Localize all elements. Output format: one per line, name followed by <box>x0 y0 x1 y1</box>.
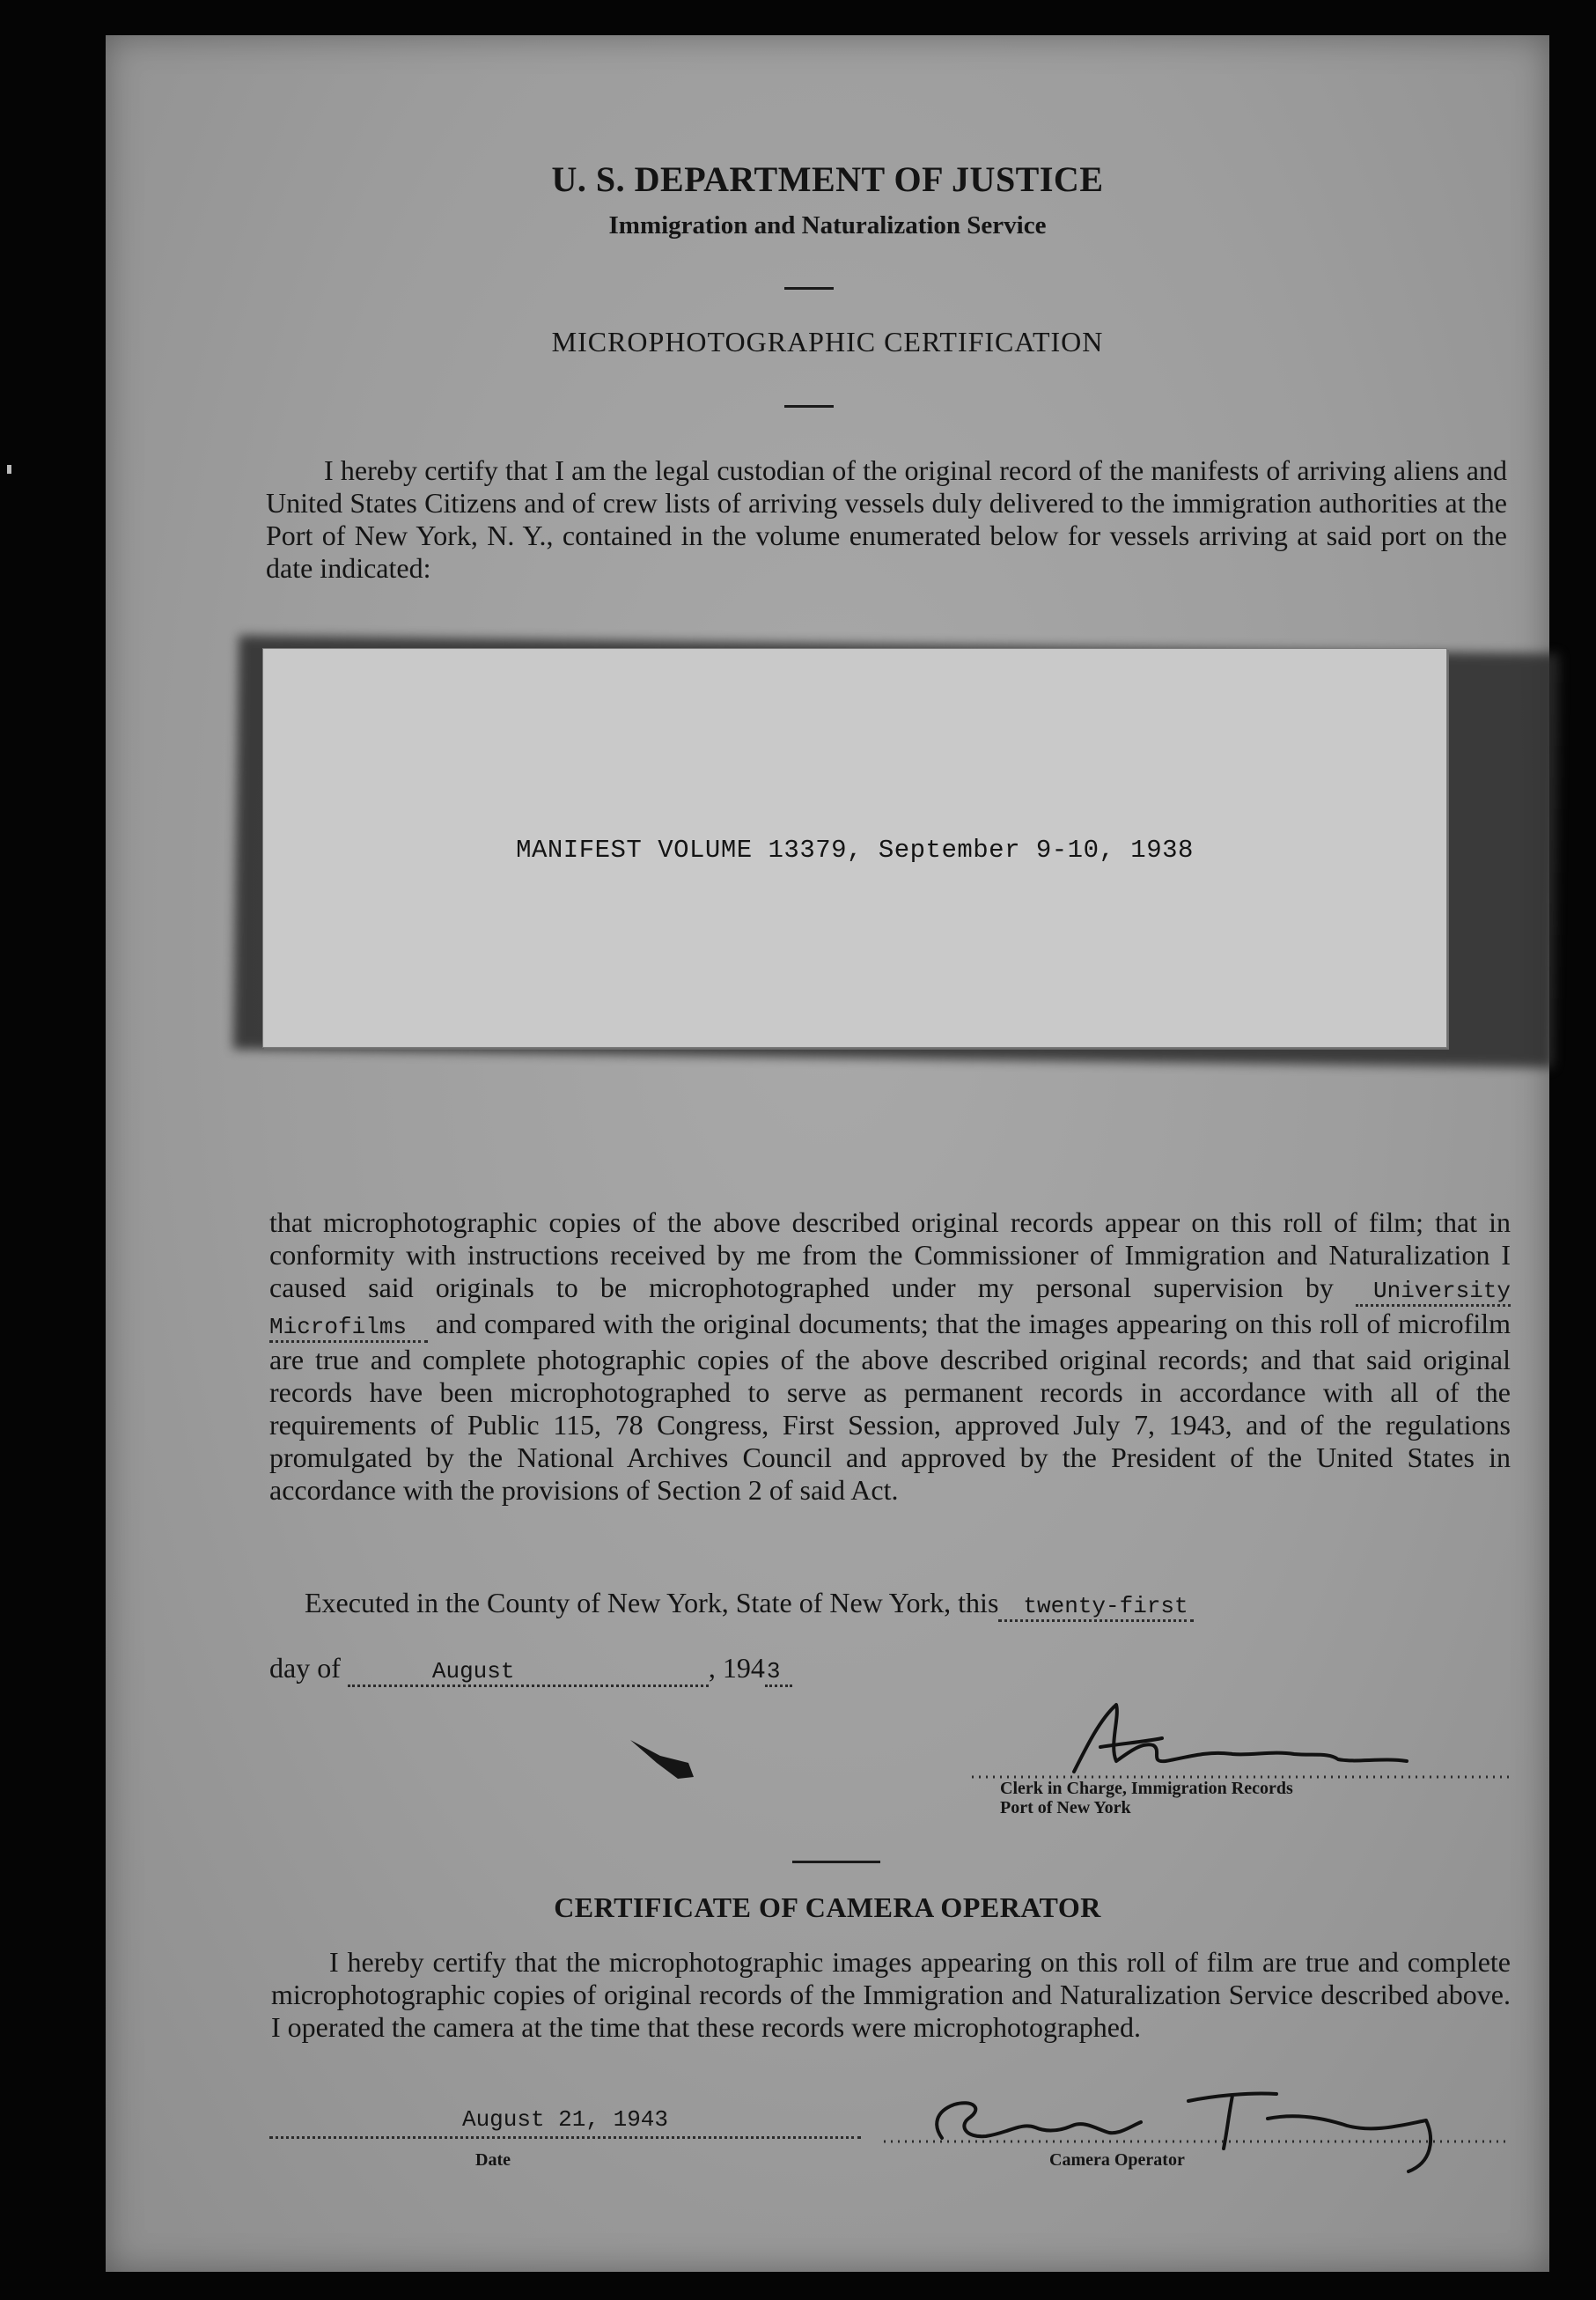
divider-middle <box>784 405 834 408</box>
execution-prefix: Executed in the County of New York, State of New York, this <box>305 1587 999 1618</box>
camera-date-field: August 21, 1943 <box>269 2106 861 2139</box>
camera-certificate-paragraph: I hereby certify that the microphotographic images appearing on this roll of film are true and complete microphotographic copies of original records of the Immigration and Naturalization Service described above. I operated the camera at the time that these records were microphotographed. <box>271 1946 1511 2043</box>
camera-operator-signature <box>880 2034 1514 2175</box>
manifest-volume-text: MANIFEST VOLUME 13379, September 9-10, 1938 <box>516 836 1194 865</box>
camera-operator-label: Camera Operator <box>1049 2150 1185 2170</box>
intro-paragraph: I hereby certify that I am the legal custodian of the original record of the manifests of arriving aliens and United States Citizens and of crew lists of arriving vessels duly delivered to the immigration authorities at the Port of New York, N. Y., contained in the volume enumerated below for vessels arriving at said port on the date indicated: <box>266 454 1507 584</box>
execution-month-line <box>269 1652 792 1687</box>
department-heading: U. S. DEPARTMENT OF JUSTICE <box>551 159 1104 199</box>
manifest-slip <box>262 648 1447 1048</box>
service-subheading: Immigration and Naturalization Service <box>608 211 1047 240</box>
clerk-title-line1: Clerk in Charge, Immigration Records <box>1000 1779 1293 1798</box>
clerk-title <box>1000 1779 1293 1817</box>
execution-month-field: August <box>348 1658 709 1687</box>
execution-line <box>305 1587 1511 1619</box>
certificate-page <box>106 35 1549 2272</box>
film-edge-mark <box>7 465 11 474</box>
divider-top <box>784 287 834 290</box>
certification-paragraph <box>269 1206 1511 1507</box>
year-prefix: , 194 <box>708 1652 765 1684</box>
clerk-title-line2: Port of New York <box>1000 1798 1131 1817</box>
form-title: MICROPHOTOGRAPHIC CERTIFICATION <box>551 326 1104 358</box>
date-label: Date <box>475 2150 511 2170</box>
ink-blot <box>627 1736 699 1786</box>
paragraph-start: that microphotographic copies of the above described original records appear on this roll of film; that in conformity with instructions received by me from the Commissioner of Immigration and Naturalization I caused said originals to be microphotographed under my personal supervision by <box>269 1206 1511 1303</box>
photographer-field: University Microfilms <box>269 1278 1511 1343</box>
execution-day-field: twenty-first <box>998 1593 1193 1622</box>
paragraph-end: and compared with the original documents; that the images appearing on this roll of microfilm are true and complete photographic copies of the above described original records; and that said original records have been microphotographed to serve as permanent records in accordance with all of the requirements of Public 115, 78 Congress, First Session, approved July 7, 1943, and of the regulations promulgated by the National Archives Council and approved by the President of the United States in accordance with the provisions of Section 2 of said Act. <box>269 1308 1511 1506</box>
day-of-label: day of <box>269 1652 341 1684</box>
year-digit-field: 3 <box>765 1658 793 1687</box>
clerk-signature <box>968 1692 1532 1780</box>
camera-certificate-title: CERTIFICATE OF CAMERA OPERATOR <box>554 1891 1101 1923</box>
divider-bottom <box>792 1861 880 1863</box>
